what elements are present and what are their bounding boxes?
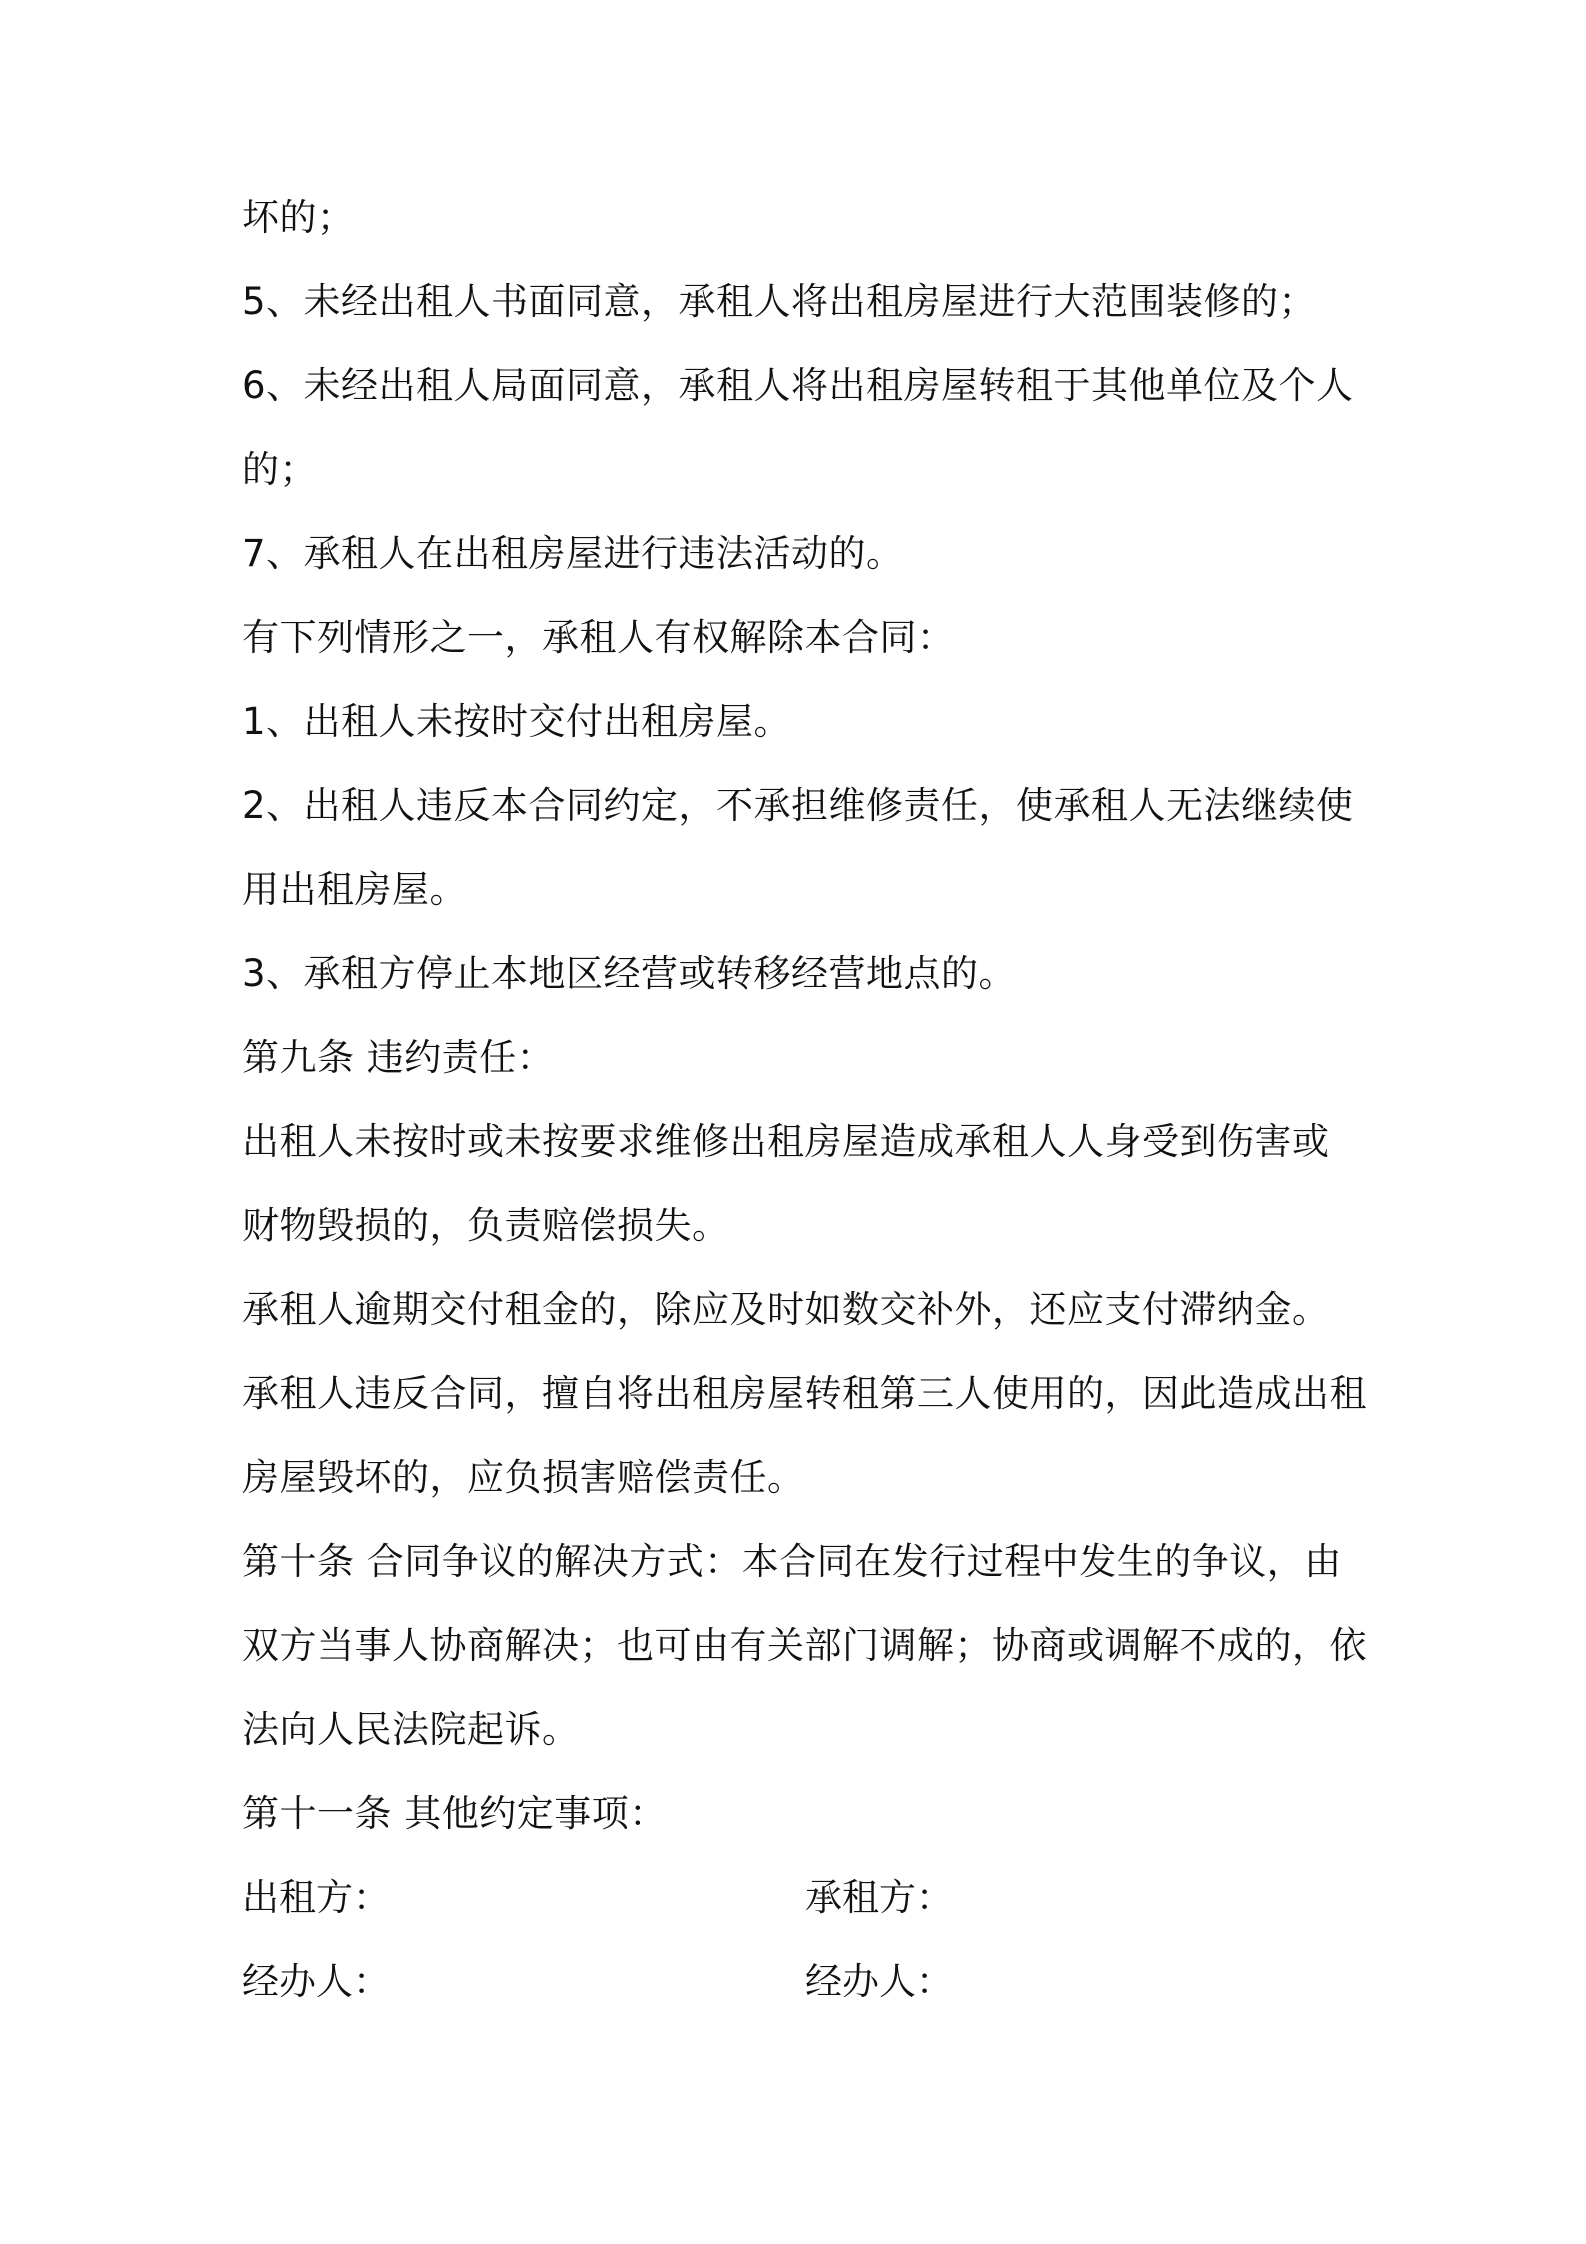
text-line: 用出租房屋。 — [242, 868, 467, 911]
text-line: 有下列情形之一，承租人有权解除本合同： — [242, 616, 955, 659]
text-line: 7、承租人在出租房屋进行违法活动的。 — [242, 532, 904, 575]
section-heading: 第十一条 其他约定事项： — [242, 1792, 667, 1835]
text-line: 出租人未按时或未按要求维修出租房屋造成承租人人身受到伤害或 — [242, 1120, 1330, 1163]
text-line: 的； — [242, 448, 317, 491]
text-line: 坏的； — [242, 196, 355, 239]
lessee-label: 承租方： — [805, 1876, 953, 1919]
text-line: 承租人违反合同，擅自将出租房屋转租第三人使用的，因此造成出租 — [242, 1372, 1367, 1415]
section-heading: 第九条 违约责任： — [242, 1036, 555, 1079]
lessee-agent-label: 经办人： — [805, 1960, 953, 2003]
text-line: 双方当事人协商解决；也可由有关部门调解；协商或调解不成的，依 — [242, 1624, 1367, 1667]
text-line: 1、出租人未按时交付出租房屋。 — [242, 700, 792, 743]
signature-row-agents — [242, 1960, 1362, 2004]
text-line: 5、未经出租人书面同意，承租人将出租房屋进行大范围装修的； — [242, 280, 1317, 323]
text-line: 法向人民法院起诉。 — [242, 1708, 580, 1751]
signature-row-parties — [242, 1876, 1362, 1920]
lessor-agent-label: 经办人： — [242, 1960, 390, 2003]
text-line: 2、出租人违反本合同约定，不承担维修责任，使承租人无法继续使 — [242, 784, 1354, 827]
text-line: 6、未经出租人局面同意，承租人将出租房屋转租于其他单位及个人 — [242, 364, 1354, 407]
text-line: 房屋毁坏的，应负损害赔偿责任。 — [242, 1456, 805, 1499]
text-line: 财物毁损的，负责赔偿损失。 — [242, 1204, 730, 1247]
text-line: 3、承租方停止本地区经营或转移经营地点的。 — [242, 952, 1017, 995]
lessor-label: 出租方： — [242, 1876, 390, 1919]
text-line: 承租人逾期交付租金的，除应及时如数交补外，还应支付滞纳金。 — [242, 1288, 1330, 1331]
section-heading: 第十条 合同争议的解决方式：本合同在发行过程中发生的争议，由 — [242, 1540, 1342, 1583]
